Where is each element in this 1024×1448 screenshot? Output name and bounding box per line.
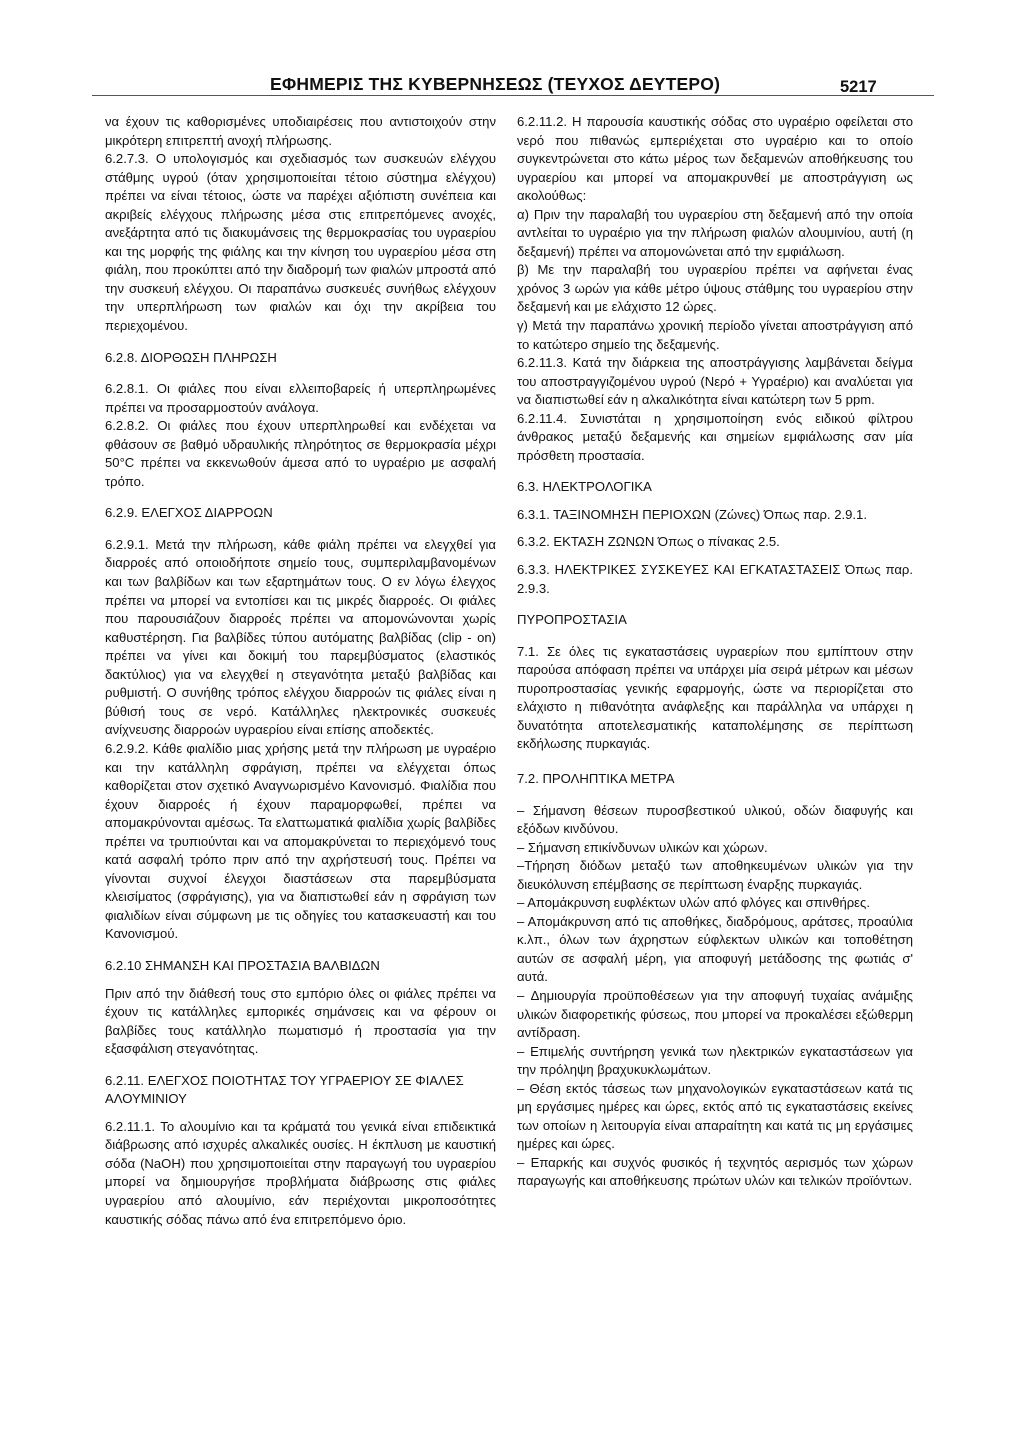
list-item: – Δημιουργία προϋποθέσεων για την αποφυγή τυχαίας ανάμιξης υλικών διαφορετικής φύσεως, που μπορεί να προκαλέσει εξώθερμη αντίδραση. <box>517 987 913 1041</box>
paragraph-6-2-8-2: 6.2.8.2. Οι φιάλες που έχουν υπερπληρωθεί και ενδέχεται να φθάσουν σε βαθμό υδραυλικής πληρότητος σε θερμοκρασία μέχρι 50°C πρέπει να εκκενωθούν άμεσα από το υγραέριο με ασφαλή τρόπο. <box>105 418 496 489</box>
right-column <box>517 113 913 1191</box>
paragraph-7-1: 7.1. Σε όλες τις εγκαταστάσεις υγραερίων που εμπίπτουν στην παρούσα απόφαση πρέπει να υπάρχει μία σειρά μέτρων και μέσων πυροπροστασίας γενικής εφαρμογής, ώστε να περιορίζεται στο ελάχιστο η πιθανότητα ανάφλεξης και παράλληλα να υπάρχει η δυνατότητα αποτελεσματικής καταπολέμησης σε περίπτωση εκδήλωσης πυρκαγιάς. <box>517 643 913 752</box>
list-item: – Επιμελής συντήρηση γενικά των ηλεκτρικών εγκαταστάσεων για την πρόληψη βραχυκυκλωμάτων. <box>517 1043 913 1078</box>
paragraph-b: β) Με την παραλαβή του υγραερίου πρέπει να αφήνεται ένας χρόνος 3 ωρών για κάθε μέτρο ύψους στάθμης του υγραερίου στην δεξαμενή και με ελάχιστο 12 ώρες. <box>517 262 913 315</box>
heading-6-2-8: 6.2.8. ΔΙΟΡΘΩΣΗ ΠΛΗΡΩΣΗ <box>105 349 277 365</box>
paragraph-6-3-3: 6.3.3. ΗΛΕΚΤΡΙΚΕΣ ΣΥΣΚΕΥΕΣ ΚΑΙ ΕΓΚΑΤΑΣΤΑΣΕΙΣ Όπως παρ. 2.9.3. <box>517 562 913 596</box>
paragraph-6-3-1: 6.3.1. ΤΑΞΙΝΟΜΗΣΗ ΠΕΡΙΟΧΩΝ (Ζώνες) Όπως παρ. 2.9.1. <box>517 506 867 522</box>
page-header <box>0 74 1024 102</box>
gazette-title: ΕΦΗΜΕΡΙΣ ΤΗΣ ΚΥΒΕΡΝΗΣΕΩΣ (ΤΕΥΧΟΣ ΔΕΥΤΕΡΟ) <box>270 74 721 94</box>
paragraph-6-2-11-4: 6.2.11.4. Συνιστάται η χρησιμοποίηση ενός ειδικού φίλτρου άνθρακος μεταξύ δεξαμενής και σημείων εμφιάλωσης σαν μία πρόσθετη προστασία. <box>517 410 913 463</box>
list-item: – Επαρκής και συχνός φυσικός ή τεχνητός αερισμός των χώρων παραγωγής και αποθήκευσης πρώτων υλών και τελικών προϊόντων. <box>517 1154 913 1189</box>
paragraph-6-2-11-2: 6.2.11.2. Η παρουσία καυστικής σόδας στο υγραέριο οφείλεται στο νερό που πιθανώς εμπεριέχεται στο υγραέριο και το οποίο συγκεντρώνεται στο κάτω μέρος των δεξαμενών αποθήκευσης του υγραερίου και μπορεί να απομακρυνθεί με αποστράγγιση ως ακολούθως: <box>517 114 913 204</box>
heading-6-2-9: 6.2.9. ΕΛΕΓΧΟΣ ΔΙΑΡΡΟΩΝ <box>105 505 273 521</box>
heading-6-2-10: 6.2.10 ΣΗΜΑΝΣΗ ΚΑΙ ΠΡΟΣΤΑΣΙΑ ΒΑΛΒΙΔΩΝ <box>105 957 380 973</box>
list-item: – Απομάκρυνση από τις αποθήκες, διαδρόμους, αράτσες, προαύλια κ.λπ., όλων των άχρηστων εύφλεκτων υλικών και τοποθέτηση αυτών σε ασφαλή μέρη, για αποφυγή μετάδοσης της φωτιάς σ' αυτά. <box>517 913 913 985</box>
paragraph-c: γ) Μετά την παραπάνω χρονική περίοδο γίνεται αποστράγγιση από το κατώτερο σημείο της δεξαμενής. <box>517 318 913 352</box>
list-item: – Σήμανση θέσεων πυροσβεστικού υλικού, οδών διαφυγής και εξόδων κινδύνου. <box>517 802 913 837</box>
paragraph-a: α) Πριν την παραλαβή του υγραερίου στη δεξαμενή από την οποία αντλείται το υγραέριο για την πλήρωση φιαλών αλουμινίου, αυτή (η δεξαμενή) πρέπει να απομονώνεται από την εμφιάλωση. <box>517 206 913 259</box>
paragraph-6-2-8-1: 6.2.8.1. Οι φιάλες που είναι ελλειποβαρείς ή υπερπληρωμένες πρέπει να προσαρμοστούν ανάλογα. <box>105 381 496 415</box>
header-rule <box>92 95 934 96</box>
paragraph-6-2-11-1: 6.2.11.1. Το αλουμίνιο και τα κράματά του γενικά είναι επιδεικτικά διάβρωσης από ισχυρές αλκαλικές ουσίες. Η έκπλυση με καυστική σόδα (NaOH) που χρησιμοποιείται στην παραγωγή του υγραερίου μπορεί να δημιουργήσε προβλήματα διάβρωσης στις φιάλες υγραερίου από αλουμίνιο, εάν περιέχονται μικροποσότητες καυστικής σόδας πάνω από ένα επιτρεπόμενο όριο. <box>105 1118 496 1227</box>
page-number: 5217 <box>840 78 877 96</box>
heading-fire-protection: ΠΥΡΟΠΡΟΣΤΑΣΙΑ <box>517 612 627 628</box>
paragraph-6-2-7-3: 6.2.7.3. Ο υπολογισμός και σχεδιασμός των συσκευών ελέγχου στάθμης υγρού (όταν χρησιμοποιείται τέτοιο σύστημα ελέγχου) πρέπει να είναι τέτοιος, ώστε να παρέχει αξιόπιστη συνέπεια και ακριβείς ελέγχους πλήρωσης μέσα στις επιτρεπόμενες ανοχές, ανεξάρτητα από τις διακυμάνσεις της θερμοκρασίας του υγραερίου και της μορφής της φιάλης και την κίνηση του υγραερίου μέσα στη φιάλη, που προκύπτει από την διαδρομή των φιαλών μπροστά από την συσκευή ελέγχου. Οι παραπάνω συσκευές συνήθως ελέγχουν την υπερπλήρωση των φιαλών και όχι την ακρίβεια του περιεχομένου. <box>105 151 496 334</box>
list-item: – Σήμανση επικίνδυνων υλικών και χώρων. <box>517 839 768 855</box>
heading-6-3: 6.3. ΗΛΕΚΤΡΟΛΟΓΙΚΑ <box>517 479 652 495</box>
heading-6-2-11: 6.2.11. ΕΛΕΓΧΟΣ ΠΟΙΟΤΗΤΑΣ ΤΟΥ ΥΓΡΑΕΡΙΟΥ ΣΕ ΦΙΑΛΕΣ ΑΛΟΥΜΙΝΙΟΥ <box>105 1072 464 1107</box>
paragraph-6-2-10: Πριν από την διάθεσή τους στο εμπόριο όλες οι φιάλες πρέπει να έχουν τις κατάλληλες εμπορικές σημάνσεις και να φέρουν οι βαλβίδες τους κατάλληλο πωματισμό ή προστασία για την εξασφάλιση στεγανότητας. <box>105 985 496 1057</box>
paragraph-6-2-11-3: 6.2.11.3. Κατά την διάρκεια της αποστράγγισης λαμβάνεται δείγμα του αποστραγγιζομένου υγρού (Νερό + Υγραέριο) και αναλύεται για να διαπιστωθεί εάν η αλκαλικότητα είναι κατώτερη των 5 ppm. <box>517 355 913 408</box>
paragraph-6-3-2: 6.3.2. ΕΚΤΑΣΗ ΖΩΝΩΝ Όπως ο πίνακας 2.5. <box>517 534 780 550</box>
paragraph-6-2-9-1: 6.2.9.1. Μετά την πλήρωση, κάθε φιάλη πρέπει να ελεγχθεί για διαρροές από οποιοδήποτε σημείο τους, συμπεριλαμβανομένων και των βαλβίδων και των εξαρτημάτων τους. Ο εν λόγω έλεγχος πρέπει να μπορεί να εντοπίσει και τις μικρές διαρροές. Οι φιάλες που παρουσιάζουν διαρροές πρέπει να απομονώνονται χωρίς καθυστέρηση. Για βαλβίδες τύπου αυτόματης βαλβίδας (clip - on) πρέπει να γίνει και δοκιμή του παρεμβύσματος (ελαστικός δακτύλιος) για να ελεγχθεί η στεγανότητα μεταξύ βαλβίδας και ρυθμιστή. Ο συνήθης τρόπος ελέγχου διαρροών τις φιάλες είναι η βύθισή τους σε νερό. Κατάλληλες ηλεκτρονικές συσκευές ανίχνευσης διαρροών υγραερίου είναι επίσης αποδεκτές. <box>105 536 496 738</box>
list-item: – Απομάκρυνση ευφλέκτων υλών από φλόγες και σπινθήρες. <box>517 895 870 911</box>
left-column <box>105 113 496 1229</box>
paragraph-6-2-9-2: 6.2.9.2. Κάθε φιαλίδιο μιας χρήσης μετά την πλήρωση με υγραέριο και την κατάλληλη σφράγιση, πρέπει να ελέγχεται όπως καθορίζεται στον σχετικό Αναγνωρισμένο Κανονισμό. Φιαλίδια που έχουν διαρροές ή έχουν παραμορφωθεί, πρέπει να απομακρύνονται αμέσως. Τα ελαττωματικά φιαλίδια χωρίς βαλβίδες πρέπει να τρυπιούνται και να απομακρύνεται το περιεχόμενό τους κατά ασφαλή τρόπο πριν από την αχρήστευσή τους. Πρέπει να γίνονται συχνοί έλεγχοι διαστάσεων στα παρεμβύσματα κλεισίματος (σφράγισης), για να διαπιστωθεί εάν η σφράγιση των φιαλιδίων είναι σύμφωνη με τις οδηγίες του κατασκευαστή και του Κανονισμού. <box>105 740 496 942</box>
list-item: – Θέση εκτός τάσεως των μηχανολογικών εγκαταστάσεων κατά τις μη εργάσιμες ημέρες και ώρες, εκτός από τις εγκαταστάσεις εκείνες των οποίων η λειτουργία είναι απαραίτητη και κατά τις μη εργάσιμες ημέρες και ώρες. <box>517 1080 913 1152</box>
paragraph: να έχουν τις καθορισμένες υποδιαιρέσεις που αντιστοιχούν στην μικρότερη επιτρεπτή ανοχή πλήρωσης. <box>105 114 496 148</box>
heading-7-2: 7.2. ΠΡΟΛΗΠΤΙΚΑ ΜΕΤΡΑ <box>517 770 675 786</box>
list-item: –Τήρηση διόδων μεταξύ των αποθηκευμένων υλικών για την διευκόλυνση επέμβασης σε περίπτωση έναρξης πυρκαγιάς. <box>517 858 913 892</box>
